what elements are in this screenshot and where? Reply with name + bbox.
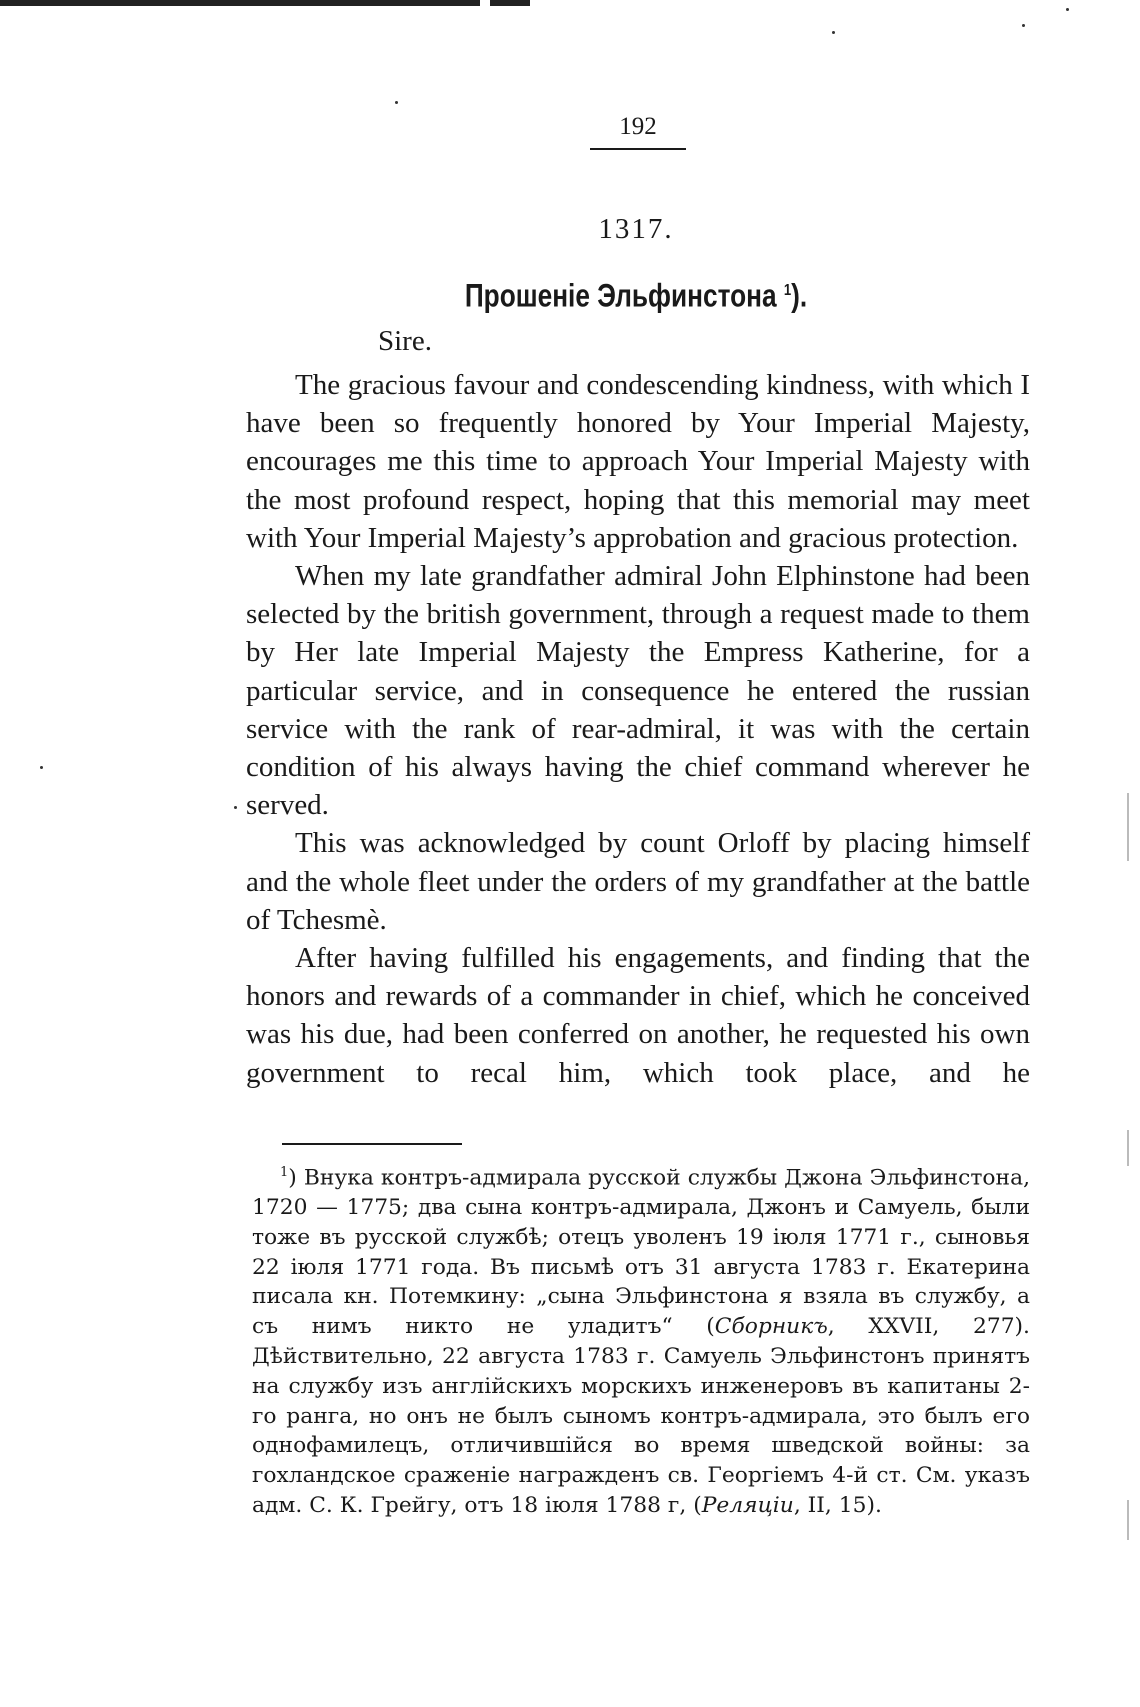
scan-speck — [1066, 8, 1069, 11]
scan-edge-line — [1127, 1500, 1129, 1540]
scan-artifact-bar — [0, 0, 480, 6]
body-paragraph: The gracious favour and condescending kindness, with which I have been so frequently honored by Your Imperial Majesty, encourages me this time to approach Your Imperial Majesty with the most profound respect, hoping that this memorial may meet with Your Imperial Majesty’s approbation and gracious protection. — [246, 369, 1030, 554]
footnote-paragraph: $^1$) Внука контръ-адмирала русской службы Джона Эльфинстона, 1720 — 1775; два сына контръ-адмирала, Джонъ и Самуель, были тоже въ русской службѣ; отецъ уволенъ 19 іюля 1771 г., сыновья 22 іюля 1771 года. Въ письмѣ отъ 31 августа 1783 г. Екатерина писала кн. Потемкину: „сына Эльфинстона я взяла въ службу, а съ нимъ никто не уладитъ“ (Сборникъ, XXVII, 277). Дѣйствительно, 22 августа 1783 г. Самуель Эльфинстонъ принятъ на службу изъ англійскихъ морскихъ инженеровъ въ капитаны 2-го ранга, но онъ не былъ сыномъ контръ-адмирала, это былъ его однофамилецъ, отличившійся во время шведской войны: за гохландское сраженіе награжденъ св. Георгіемъ 4-й ст. См. указъ адм. С. К. Грейгу, отъ 18 іюля 1788 г, (Реляціи, II, 15). — [252, 1165, 1030, 1519]
page-number: 192 — [619, 113, 657, 140]
scan-edge-line — [1127, 793, 1129, 861]
footnote-text: , II, 15). — [793, 1493, 882, 1519]
body-paragraph: This was acknowledged by count Orloff by placing himself and the whole fleet under the orders of my grandfather at the battle of Tchesmè. — [246, 827, 1030, 936]
body-paragraph: After having fulfilled his engagements, and finding that the honors and rewards of a commander in chief, which he conceived was his due, had been conferred on another, he requested his own government to recal him, which took place, and he — [246, 942, 1030, 1089]
footnote-text: Внука контръ-адмирала русской службы Джона Эльфинстона, 1720 — 1775; два сына контръ-адмирала, Джонъ и Самуель, были тоже въ русской службѣ; отецъ уволенъ 19 іюля 1771 г., сыновья 22 іюля 1771 года. Въ письмѣ отъ 31 августа 1783 г. Екатерина писала кн. Потемкину: „сына Эльфинстона я взяла въ службу, а съ нимъ никто не уладитъ“ ( — [252, 1165, 1030, 1340]
footnote-text: , XXVII, 277). Дѣйствительно, 22 августа 1783 г. Самуель Эльфинстонъ принятъ на службу изъ англійскихъ морскихъ инженеровъ въ капитаны 2-го ранга, но онъ не былъ сыномъ контръ-адмирала, это былъ его однофамилецъ, отличившійся во время шведской войны: за гохландское сраженіе награжденъ св. Георгіемъ 4-й ст. См. указъ адм. С. К. Грейгу, отъ 18 іюля 1788 г, ( — [252, 1314, 1030, 1519]
scan-edge-line — [1127, 1130, 1129, 1166]
scan-speck — [1022, 24, 1025, 27]
document-title-text: Прошеніе Эльфинстона — [464, 277, 777, 314]
footnote — [252, 1158, 1030, 1521]
footnote-source-title: Сборникъ — [714, 1314, 828, 1340]
scan-artifact-bar — [490, 0, 530, 6]
body-paragraph: When my late grandfather admiral John Elphinstone had been selected by the british government, through a request made to them by Her late Imperial Majesty the Empress Katherine, for a particular service, and in consequence he entered the russian service with the rank of rear-admiral, it was with the certain condition of his always having the chief command wherever he served. — [246, 560, 1030, 822]
document-number: 1317. — [598, 213, 674, 245]
footnote-source-title: Реляціи — [701, 1493, 794, 1519]
scan-speck — [234, 806, 237, 809]
scan-speck — [40, 766, 43, 769]
footnote-mark: 1 — [280, 1165, 289, 1180]
letter-body — [246, 366, 1030, 1092]
title-footnote-mark: 1 — [783, 282, 792, 299]
scan-speck — [832, 31, 835, 34]
salutation: Sire. — [378, 325, 432, 357]
page-number-rule — [590, 148, 686, 150]
footnote-rule — [282, 1143, 462, 1145]
document-title: Прошеніе Эльфинстона $^1$). — [464, 277, 808, 314]
scan-speck — [395, 101, 398, 104]
